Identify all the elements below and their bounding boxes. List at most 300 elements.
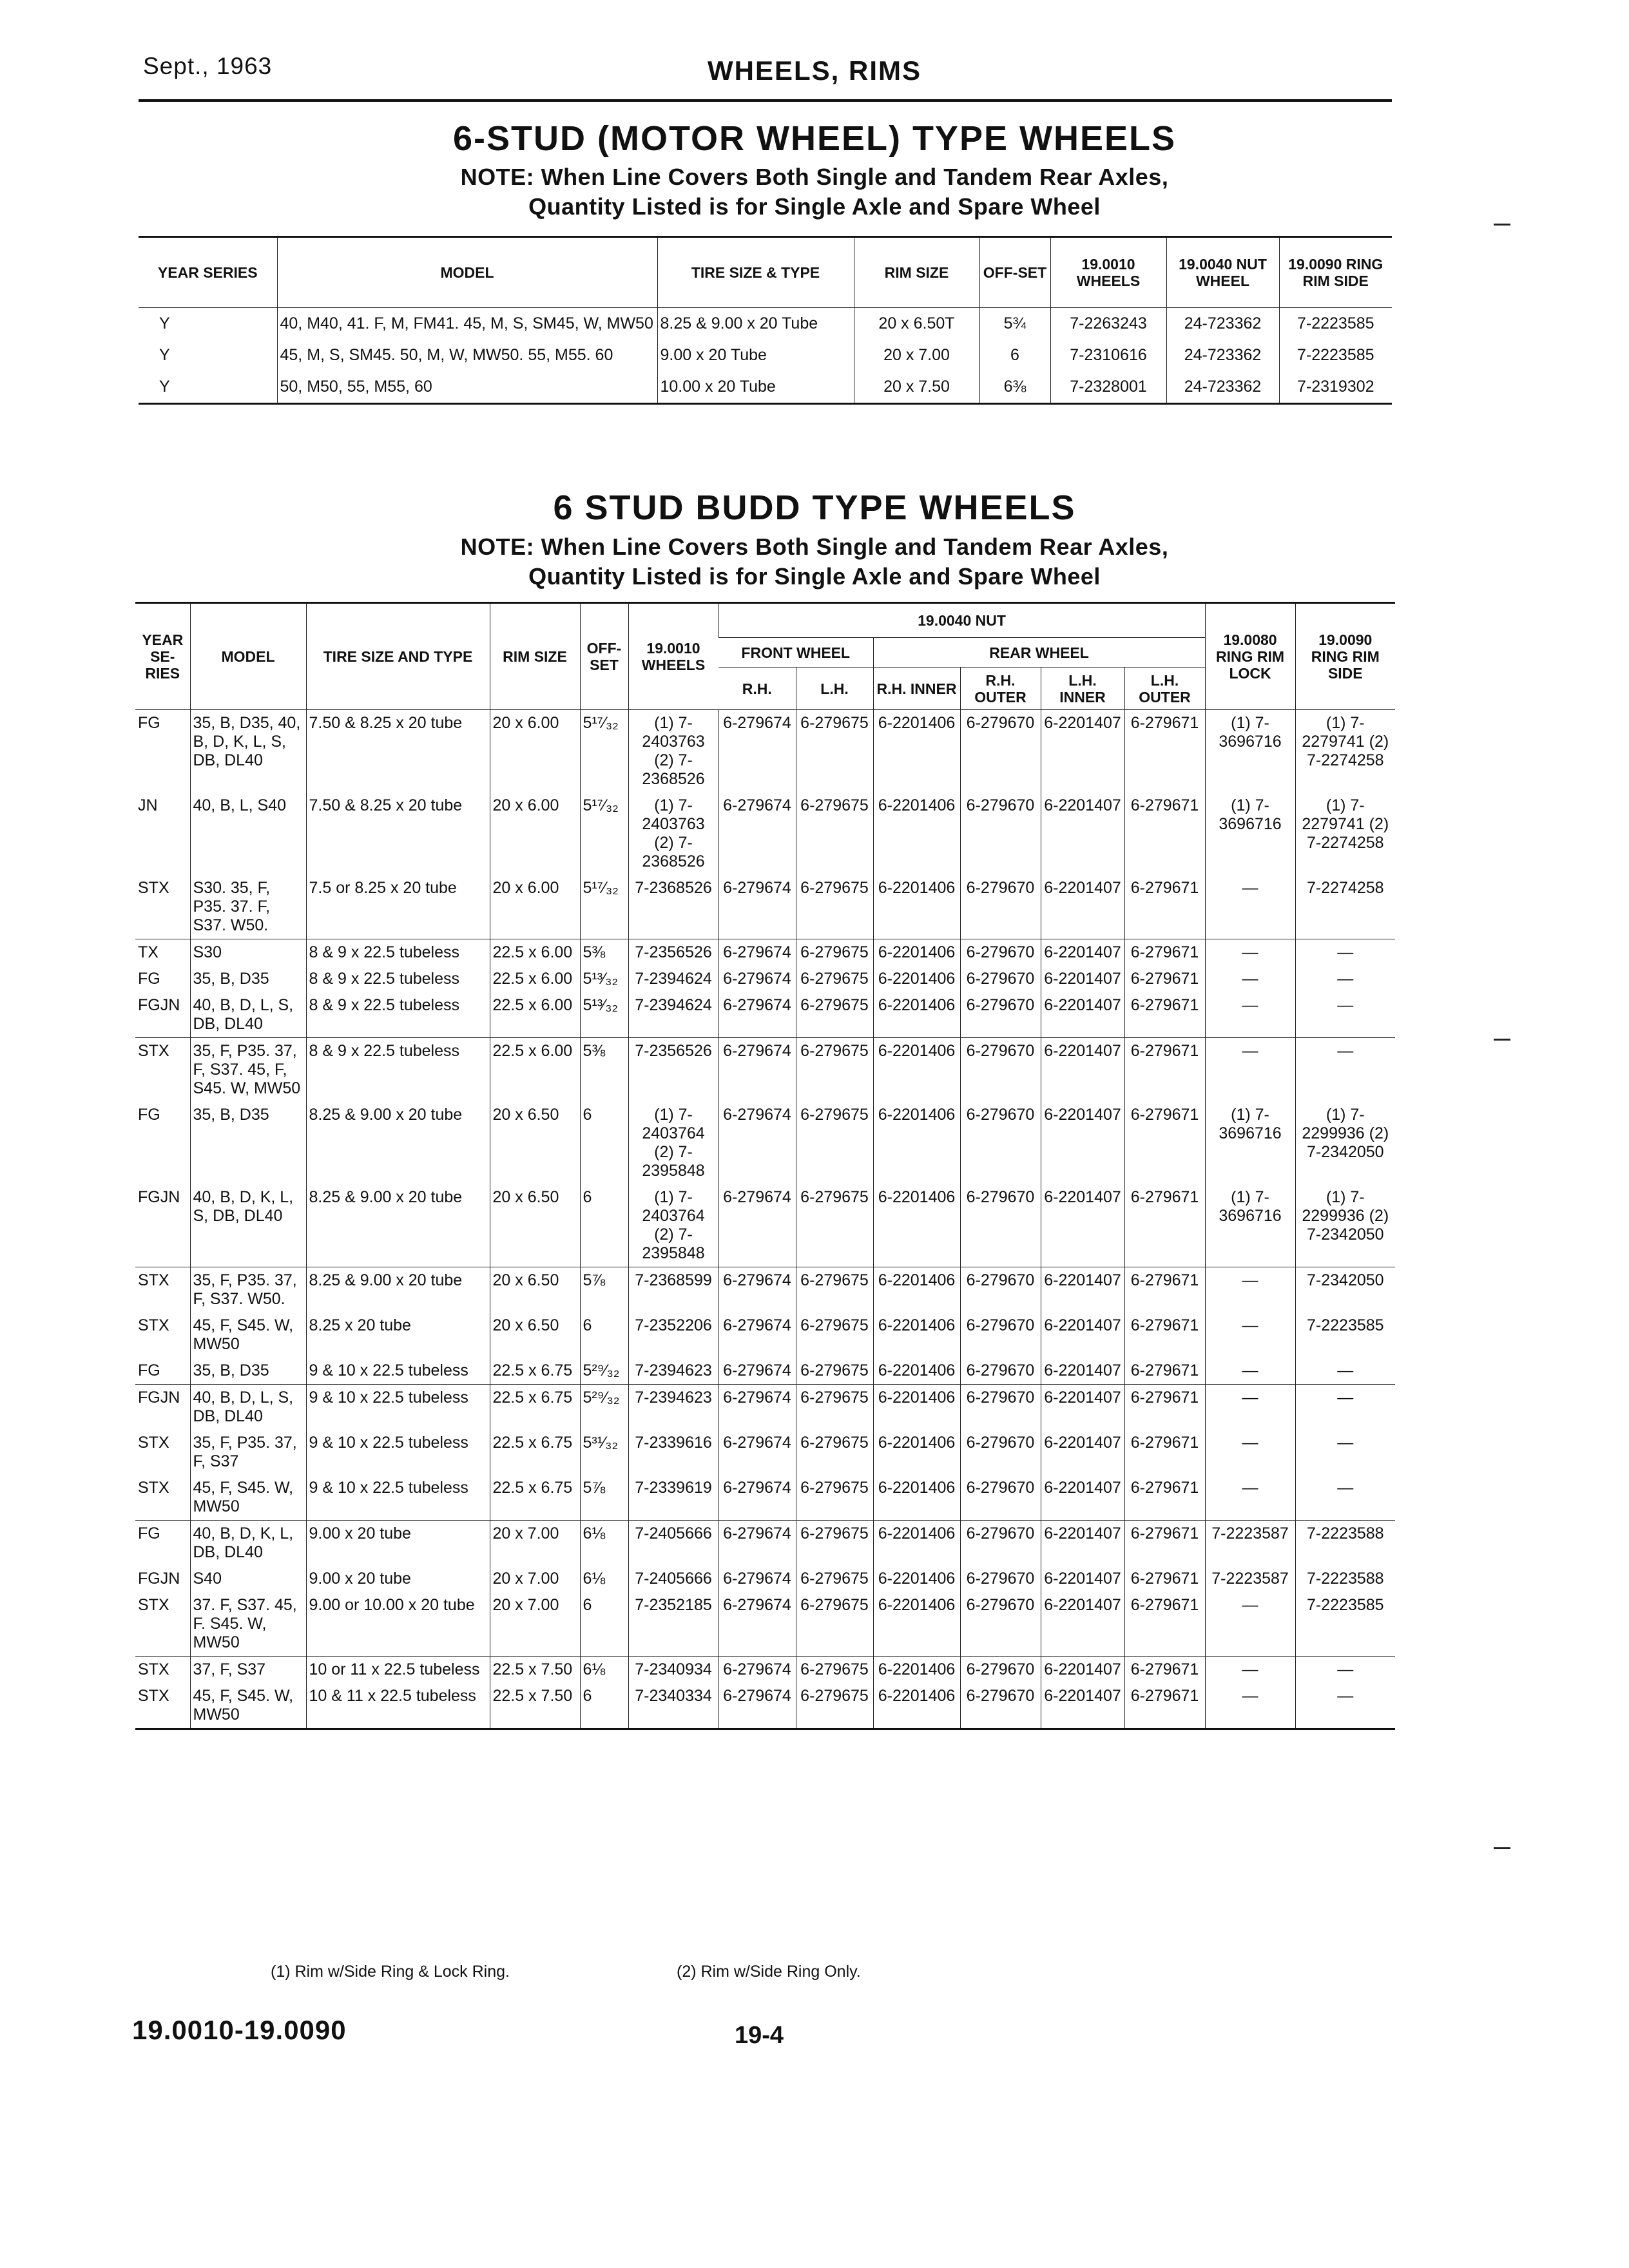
- col-rear-rh-outer: R.H. OUTER: [960, 668, 1041, 710]
- col-group-nut: 19.0040 NUT: [718, 603, 1205, 638]
- front-lh-cell: 6-279675: [796, 1385, 873, 1430]
- nut-part-cell: 24-723362: [1166, 308, 1279, 340]
- rim-cell: 20 x 7.50: [854, 371, 979, 404]
- col-offset: OFF-SET: [580, 603, 628, 710]
- offset-cell: 5¹³⁄₃₂: [580, 966, 628, 992]
- offset-cell: 6: [580, 1102, 628, 1184]
- table-row: [139, 371, 1392, 404]
- col-group-front-wheel: FRONT WHEEL: [718, 638, 873, 668]
- tire-cell: 8.25 & 9.00 x 20 tube: [306, 1267, 490, 1313]
- wheels-part-cell: 7-2339619: [628, 1475, 718, 1521]
- rim-cell: 22.5 x 7.50: [490, 1683, 580, 1729]
- rear-lh-outer-cell: 6-279671: [1124, 793, 1205, 875]
- wheels-part-cell: 7-2394624: [628, 966, 718, 992]
- table2-note-line2: Quantity Listed is for Single Axle and Spare Wheel: [528, 563, 1101, 590]
- table-row: [135, 1267, 1395, 1313]
- year-cell: STX: [138, 879, 169, 897]
- front-rh-cell: 6-279674: [718, 1475, 796, 1521]
- lock-ring-cell: (1) 7-3696716: [1205, 1184, 1295, 1267]
- lock-ring-cell: —: [1205, 1657, 1295, 1684]
- wheels-part-cell: 7-2405666: [628, 1521, 718, 1566]
- tire-cell: 10 & 11 x 22.5 tubeless: [306, 1683, 490, 1729]
- rear-lh-inner-cell: 6-2201407: [1041, 1102, 1124, 1184]
- header-section-title: WHEELS, RIMS: [707, 55, 921, 86]
- rear-lh-outer-cell: 6-279671: [1124, 875, 1205, 939]
- rear-rh-inner-cell: 6-2201406: [873, 1566, 960, 1592]
- lock-ring-cell: —: [1205, 1038, 1295, 1102]
- wheels-part-cell: (1) 7-2403763 (2) 7-2368526: [628, 793, 718, 875]
- col-rear-rh-inner: R.H. INNER: [873, 668, 960, 710]
- footnote-1: (1) Rim w/Side Ring & Lock Ring.: [271, 1963, 510, 1981]
- col-rear-lh-outer: L.H. OUTER: [1124, 668, 1205, 710]
- rear-lh-outer-cell: 6-279671: [1124, 992, 1205, 1038]
- ring-part-cell: 7-2223585: [1279, 308, 1392, 340]
- wheels-part-cell: 7-2328001: [1050, 371, 1166, 404]
- model-cell: 45, M, S, SM45. 50, M, W, MW50. 55, M55. 60: [277, 340, 657, 371]
- side-ring-cell: —: [1295, 1038, 1395, 1102]
- year-cell: FG: [138, 714, 160, 732]
- front-rh-cell: 6-279674: [718, 1430, 796, 1475]
- col-group-rear-wheel: REAR WHEEL: [873, 638, 1205, 668]
- model-cell: S40: [190, 1566, 306, 1592]
- table1-note-line1: NOTE: When Line Covers Both Single and Tandem Rear Axles,: [460, 164, 1169, 190]
- lock-ring-cell: —: [1205, 1475, 1295, 1521]
- year-cell: STX: [138, 1434, 169, 1452]
- lock-ring-cell: (1) 7-3696716: [1205, 1102, 1295, 1184]
- tire-cell: 9 & 10 x 22.5 tubeless: [306, 1475, 490, 1521]
- model-cell: 45, F, S45. W, MW50: [190, 1312, 306, 1358]
- rear-lh-outer-cell: 6-279671: [1124, 1566, 1205, 1592]
- front-lh-cell: 6-279675: [796, 1521, 873, 1566]
- year-cell: Y: [159, 378, 170, 396]
- rear-lh-outer-cell: 6-279671: [1124, 1521, 1205, 1566]
- side-ring-cell: —: [1295, 939, 1395, 966]
- budd-wheel-table: [135, 602, 1395, 1730]
- tire-cell: 7.50 & 8.25 x 20 tube: [306, 710, 490, 793]
- lock-ring-cell: —: [1205, 1683, 1295, 1729]
- tire-cell: 8.25 & 9.00 x 20 tube: [306, 1102, 490, 1184]
- lock-ring-cell: —: [1205, 875, 1295, 939]
- model-cell: 37, F, S37: [190, 1657, 306, 1684]
- wheels-part-cell: 7-2340334: [628, 1683, 718, 1729]
- model-cell: 40, M40, 41. F, M, FM41. 45, M, S, SM45, W, MW50: [277, 308, 657, 340]
- rim-cell: 20 x 7.00: [490, 1566, 580, 1592]
- year-cell: TX: [138, 943, 159, 961]
- rear-rh-outer-cell: 6-279670: [960, 1038, 1041, 1102]
- rear-lh-inner-cell: 6-2201407: [1041, 1385, 1124, 1430]
- model-cell: 40, B, D, K, L, S, DB, DL40: [190, 1184, 306, 1267]
- rear-lh-inner-cell: 6-2201407: [1041, 1267, 1124, 1313]
- table-row: [135, 1312, 1395, 1358]
- rim-cell: 22.5 x 6.00: [490, 939, 580, 966]
- rear-rh-inner-cell: 6-2201406: [873, 992, 960, 1038]
- rear-rh-outer-cell: 6-279670: [960, 992, 1041, 1038]
- rear-rh-inner-cell: 6-2201406: [873, 966, 960, 992]
- rear-rh-outer-cell: 6-279670: [960, 1267, 1041, 1313]
- rear-rh-outer-cell: 6-279670: [960, 1475, 1041, 1521]
- front-lh-cell: 6-279675: [796, 966, 873, 992]
- front-rh-cell: 6-279674: [718, 1312, 796, 1358]
- wheels-part-cell: 7-2352185: [628, 1592, 718, 1657]
- wheels-part-cell: (1) 7-2403763 (2) 7-2368526: [628, 710, 718, 793]
- front-lh-cell: 6-279675: [796, 1038, 873, 1102]
- rear-lh-outer-cell: 6-279671: [1124, 710, 1205, 793]
- side-ring-cell: —: [1295, 1475, 1395, 1521]
- nut-part-cell: 24-723362: [1166, 371, 1279, 404]
- front-rh-cell: 6-279674: [718, 1385, 796, 1430]
- tire-cell: 8.25 x 20 tube: [306, 1312, 490, 1358]
- offset-cell: 5¹⁷⁄₃₂: [580, 710, 628, 793]
- rear-lh-outer-cell: 6-279671: [1124, 1267, 1205, 1313]
- offset-cell: 5⅜: [580, 939, 628, 966]
- offset-cell: 5⅞: [580, 1475, 628, 1521]
- year-cell: STX: [138, 1042, 169, 1060]
- front-lh-cell: 6-279675: [796, 1475, 873, 1521]
- tire-cell: 10.00 x 20 Tube: [657, 371, 854, 404]
- rear-rh-inner-cell: 6-2201406: [873, 1385, 960, 1430]
- year-cell: FGJN: [138, 1188, 180, 1206]
- side-ring-cell: 7-2274258: [1295, 875, 1395, 939]
- side-ring-cell: 7-2223585: [1295, 1312, 1395, 1358]
- rear-lh-inner-cell: 6-2201407: [1041, 1592, 1124, 1657]
- rim-cell: 22.5 x 6.75: [490, 1385, 580, 1430]
- model-cell: 40, B, L, S40: [190, 793, 306, 875]
- front-lh-cell: 6-279675: [796, 1184, 873, 1267]
- offset-cell: 5¾: [979, 308, 1050, 340]
- wheels-part-cell: 7-2394623: [628, 1358, 718, 1385]
- year-cell: STX: [138, 1660, 169, 1678]
- col-rear-lh-inner: L.H. INNER: [1041, 668, 1124, 710]
- front-lh-cell: 6-279675: [796, 793, 873, 875]
- tire-cell: 8 & 9 x 22.5 tubeless: [306, 939, 490, 966]
- tire-cell: 7.50 & 8.25 x 20 tube: [306, 793, 490, 875]
- tire-cell: 8 & 9 x 22.5 tubeless: [306, 966, 490, 992]
- rear-rh-inner-cell: 6-2201406: [873, 793, 960, 875]
- table-row: [135, 1592, 1395, 1657]
- rim-cell: 20 x 7.00: [490, 1521, 580, 1566]
- table-row: [135, 1038, 1395, 1102]
- rear-rh-inner-cell: 6-2201406: [873, 1683, 960, 1729]
- lock-ring-cell: (1) 7-3696716: [1205, 793, 1295, 875]
- rear-rh-inner-cell: 6-2201406: [873, 875, 960, 939]
- side-ring-cell: (1) 7-2279741 (2) 7-2274258: [1295, 710, 1395, 793]
- row-group: [135, 1038, 1395, 1267]
- front-lh-cell: 6-279675: [796, 1312, 873, 1358]
- tire-cell: 8 & 9 x 22.5 tubeless: [306, 1038, 490, 1102]
- year-cell: FG: [138, 1524, 160, 1542]
- row-group: [135, 939, 1395, 1038]
- tire-cell: 9 & 10 x 22.5 tubeless: [306, 1430, 490, 1475]
- rear-lh-inner-cell: 6-2201407: [1041, 992, 1124, 1038]
- year-cell: STX: [138, 1316, 169, 1334]
- model-cell: 37. F, S37. 45, F. S45. W, MW50: [190, 1592, 306, 1657]
- wheels-part-cell: (1) 7-2403764 (2) 7-2395848: [628, 1184, 718, 1267]
- col-ring-rim-lock: 19.0080 RING RIM LOCK: [1205, 603, 1295, 710]
- rim-cell: 20 x 6.50: [490, 1184, 580, 1267]
- front-lh-cell: 6-279675: [796, 939, 873, 966]
- table-row: [135, 1184, 1395, 1267]
- rear-lh-outer-cell: 6-279671: [1124, 1312, 1205, 1358]
- year-cell: STX: [138, 1271, 169, 1289]
- rim-cell: 22.5 x 6.00: [490, 1038, 580, 1102]
- model-cell: 40, B, D, L, S, DB, DL40: [190, 992, 306, 1038]
- year-cell: FGJN: [138, 1570, 180, 1588]
- offset-cell: 6⅛: [580, 1521, 628, 1566]
- rear-lh-outer-cell: 6-279671: [1124, 1592, 1205, 1657]
- front-rh-cell: 6-279674: [718, 966, 796, 992]
- front-lh-cell: 6-279675: [796, 1430, 873, 1475]
- rear-rh-outer-cell: 6-279670: [960, 1592, 1041, 1657]
- motor-wheel-table: [139, 236, 1392, 405]
- table1-note-line2: Quantity Listed is for Single Axle and Spare Wheel: [528, 193, 1101, 220]
- rim-cell: 20 x 6.50T: [854, 308, 979, 340]
- lock-ring-cell: 7-2223587: [1205, 1566, 1295, 1592]
- row-group: [135, 710, 1395, 939]
- wheels-part-cell: 7-2405666: [628, 1566, 718, 1592]
- rim-cell: 22.5 x 6.00: [490, 966, 580, 992]
- table-row: [135, 793, 1395, 875]
- tire-cell: 8.25 & 9.00 x 20 Tube: [657, 308, 854, 340]
- rear-rh-outer-cell: 6-279670: [960, 793, 1041, 875]
- offset-cell: 6: [580, 1312, 628, 1358]
- lock-ring-cell: —: [1205, 1267, 1295, 1313]
- rear-rh-inner-cell: 6-2201406: [873, 1358, 960, 1385]
- rim-cell: 20 x 6.00: [490, 793, 580, 875]
- front-lh-cell: 6-279675: [796, 1358, 873, 1385]
- tire-cell: 9.00 x 20 tube: [306, 1521, 490, 1566]
- margin-tick-mark: [1494, 224, 1510, 226]
- tire-cell: 10 or 11 x 22.5 tubeless: [306, 1657, 490, 1684]
- rear-rh-outer-cell: 6-279670: [960, 1657, 1041, 1684]
- rim-cell: 20 x 6.50: [490, 1312, 580, 1358]
- front-rh-cell: 6-279674: [718, 1184, 796, 1267]
- front-lh-cell: 6-279675: [796, 710, 873, 793]
- wheels-part-cell: 7-2263243: [1050, 308, 1166, 340]
- lock-ring-cell: —: [1205, 1592, 1295, 1657]
- rear-lh-inner-cell: 6-2201407: [1041, 1430, 1124, 1475]
- offset-cell: 6⅜: [979, 371, 1050, 404]
- rear-rh-inner-cell: 6-2201406: [873, 1312, 960, 1358]
- offset-cell: 6⅛: [580, 1657, 628, 1684]
- side-ring-cell: (1) 7-2279741 (2) 7-2274258: [1295, 793, 1395, 875]
- rear-lh-outer-cell: 6-279671: [1124, 1385, 1205, 1430]
- front-rh-cell: 6-279674: [718, 793, 796, 875]
- table-row: [135, 966, 1395, 992]
- wheels-part-cell: 7-2356526: [628, 939, 718, 966]
- lock-ring-cell: —: [1205, 992, 1295, 1038]
- side-ring-cell: (1) 7-2299936 (2) 7-2342050: [1295, 1184, 1395, 1267]
- offset-cell: 5³¹⁄₃₂: [580, 1430, 628, 1475]
- year-cell: FG: [138, 970, 160, 988]
- table-row: [135, 939, 1395, 966]
- front-rh-cell: 6-279674: [718, 1683, 796, 1729]
- wheels-part-cell: 7-2368526: [628, 875, 718, 939]
- rim-cell: 22.5 x 6.75: [490, 1430, 580, 1475]
- rear-lh-inner-cell: 6-2201407: [1041, 1312, 1124, 1358]
- lock-ring-cell: —: [1205, 1358, 1295, 1385]
- wheels-part-cell: (1) 7-2403764 (2) 7-2395848: [628, 1102, 718, 1184]
- table2-note-line1: NOTE: When Line Covers Both Single and Tandem Rear Axles,: [460, 533, 1169, 560]
- wheels-part-cell: 7-2310616: [1050, 340, 1166, 371]
- rear-lh-inner-cell: 6-2201407: [1041, 1657, 1124, 1684]
- tire-cell: 9 & 10 x 22.5 tubeless: [306, 1358, 490, 1385]
- table-row: [135, 1657, 1395, 1684]
- footer-page-number: 19-4: [735, 2022, 784, 2049]
- model-cell: S30: [190, 939, 306, 966]
- wheels-part-cell: 7-2394623: [628, 1385, 718, 1430]
- table2-title: 6 STUD BUDD TYPE WHEELS: [553, 488, 1076, 527]
- wheels-part-cell: 7-2368599: [628, 1267, 718, 1313]
- rear-lh-inner-cell: 6-2201407: [1041, 966, 1124, 992]
- wheels-part-cell: 7-2394624: [628, 992, 718, 1038]
- rear-rh-outer-cell: 6-279670: [960, 1430, 1041, 1475]
- model-cell: 35, B, D35: [190, 1102, 306, 1184]
- wheels-part-cell: 7-2339616: [628, 1430, 718, 1475]
- row-group: [135, 1521, 1395, 1657]
- rim-cell: 20 x 7.00: [854, 340, 979, 371]
- rear-rh-outer-cell: 6-279670: [960, 966, 1041, 992]
- front-rh-cell: 6-279674: [718, 939, 796, 966]
- offset-cell: 6: [979, 340, 1050, 371]
- col-rim-size: RIM SIZE: [854, 237, 979, 308]
- side-ring-cell: —: [1295, 1430, 1395, 1475]
- wheels-part-cell: 7-2352206: [628, 1312, 718, 1358]
- rear-rh-outer-cell: 6-279670: [960, 1184, 1041, 1267]
- col-offset: OFF-SET: [979, 237, 1050, 308]
- table-row: [135, 1385, 1395, 1430]
- front-rh-cell: 6-279674: [718, 875, 796, 939]
- table-row: [139, 308, 1392, 340]
- front-rh-cell: 6-279674: [718, 1267, 796, 1313]
- rear-lh-inner-cell: 6-2201407: [1041, 1566, 1124, 1592]
- rear-rh-outer-cell: 6-279670: [960, 1521, 1041, 1566]
- table-row: [135, 1102, 1395, 1184]
- rim-cell: 20 x 6.50: [490, 1102, 580, 1184]
- year-cell: STX: [138, 1596, 169, 1614]
- year-cell: Y: [159, 346, 170, 364]
- margin-tick-mark: [1494, 1847, 1510, 1849]
- rear-rh-outer-cell: 6-279670: [960, 875, 1041, 939]
- tire-cell: 9.00 x 20 Tube: [657, 340, 854, 371]
- table-row: [135, 875, 1395, 939]
- model-cell: 40, B, D, K, L, DB, DL40: [190, 1521, 306, 1566]
- rim-cell: 20 x 7.00: [490, 1592, 580, 1657]
- header-rule: [139, 99, 1392, 102]
- front-rh-cell: 6-279674: [718, 1521, 796, 1566]
- rear-rh-inner-cell: 6-2201406: [873, 939, 960, 966]
- front-lh-cell: 6-279675: [796, 1657, 873, 1684]
- tire-cell: 8.25 & 9.00 x 20 tube: [306, 1184, 490, 1267]
- lock-ring-cell: (1) 7-3696716: [1205, 710, 1295, 793]
- wheels-part-cell: 7-2356526: [628, 1038, 718, 1102]
- rear-rh-inner-cell: 6-2201406: [873, 710, 960, 793]
- rim-cell: 20 x 6.50: [490, 1267, 580, 1313]
- rear-lh-inner-cell: 6-2201407: [1041, 1358, 1124, 1385]
- rear-rh-inner-cell: 6-2201406: [873, 1267, 960, 1313]
- offset-cell: 5²⁹⁄₃₂: [580, 1358, 628, 1385]
- col-tire-size: TIRE SIZE AND TYPE: [306, 603, 490, 710]
- col-year-series: YEAR SE-RIES: [135, 603, 190, 710]
- col-year-series: YEAR SERIES: [139, 237, 277, 308]
- offset-cell: 6⅛: [580, 1566, 628, 1592]
- model-cell: 45, F, S45. W, MW50: [190, 1475, 306, 1521]
- table-row: [135, 1430, 1395, 1475]
- model-cell: 45, F, S45. W, MW50: [190, 1683, 306, 1729]
- front-lh-cell: 6-279675: [796, 1267, 873, 1313]
- rear-lh-outer-cell: 6-279671: [1124, 966, 1205, 992]
- model-cell: 35, F, P35. 37, F, S37: [190, 1430, 306, 1475]
- front-rh-cell: 6-279674: [718, 1038, 796, 1102]
- rear-rh-outer-cell: 6-279670: [960, 1358, 1041, 1385]
- model-cell: 35, F, P35. 37, F, S37. W50.: [190, 1267, 306, 1313]
- rear-lh-outer-cell: 6-279671: [1124, 939, 1205, 966]
- lock-ring-cell: —: [1205, 1430, 1295, 1475]
- rear-rh-outer-cell: 6-279670: [960, 1385, 1041, 1430]
- lock-ring-cell: —: [1205, 966, 1295, 992]
- rear-rh-outer-cell: 6-279670: [960, 939, 1041, 966]
- rear-lh-outer-cell: 6-279671: [1124, 1657, 1205, 1684]
- rear-rh-inner-cell: 6-2201406: [873, 1592, 960, 1657]
- col-nut-wheel: 19.0040 NUT WHEEL: [1166, 237, 1279, 308]
- table1-title: 6-STUD (MOTOR WHEEL) TYPE WHEELS: [452, 119, 1176, 158]
- ring-part-cell: 7-2319302: [1279, 371, 1392, 404]
- rear-rh-outer-cell: 6-279670: [960, 710, 1041, 793]
- side-ring-cell: —: [1295, 966, 1395, 992]
- front-lh-cell: 6-279675: [796, 1102, 873, 1184]
- footer-section-code: 19.0010-19.0090: [132, 2015, 347, 2045]
- col-wheels: 19.0010 WHEELS: [628, 603, 718, 710]
- rear-rh-outer-cell: 6-279670: [960, 1566, 1041, 1592]
- front-rh-cell: 6-279674: [718, 1592, 796, 1657]
- rear-rh-inner-cell: 6-2201406: [873, 1184, 960, 1267]
- year-cell: STX: [138, 1687, 169, 1705]
- rear-lh-inner-cell: 6-2201407: [1041, 1475, 1124, 1521]
- front-lh-cell: 6-279675: [796, 875, 873, 939]
- front-rh-cell: 6-279674: [718, 710, 796, 793]
- col-wheels: 19.0010 WHEELS: [1050, 237, 1166, 308]
- front-lh-cell: 6-279675: [796, 1683, 873, 1729]
- model-cell: 40, B, D, L, S, DB, DL40: [190, 1385, 306, 1430]
- front-lh-cell: 6-279675: [796, 1592, 873, 1657]
- row-group: [135, 1385, 1395, 1521]
- rear-lh-outer-cell: 6-279671: [1124, 1184, 1205, 1267]
- rear-lh-inner-cell: 6-2201407: [1041, 1038, 1124, 1102]
- table2-note: [0, 532, 1629, 591]
- rim-cell: 22.5 x 6.75: [490, 1475, 580, 1521]
- tire-cell: 9.00 x 20 tube: [306, 1566, 490, 1592]
- rear-rh-inner-cell: 6-2201406: [873, 1475, 960, 1521]
- rear-lh-inner-cell: 6-2201407: [1041, 710, 1124, 793]
- table-row: [135, 992, 1395, 1038]
- table-row: [135, 1475, 1395, 1521]
- rim-cell: 20 x 6.00: [490, 710, 580, 793]
- offset-cell: 5¹⁷⁄₃₂: [580, 875, 628, 939]
- side-ring-cell: 7-2223588: [1295, 1566, 1395, 1592]
- wheels-part-cell: 7-2340934: [628, 1657, 718, 1684]
- col-tire-size: TIRE SIZE & TYPE: [657, 237, 854, 308]
- side-ring-cell: (1) 7-2299936 (2) 7-2342050: [1295, 1102, 1395, 1184]
- model-cell: S30. 35, F, P35. 37. F, S37. W50.: [190, 875, 306, 939]
- rear-lh-inner-cell: 6-2201407: [1041, 1683, 1124, 1729]
- tire-cell: 9 & 10 x 22.5 tubeless: [306, 1385, 490, 1430]
- rear-rh-outer-cell: 6-279670: [960, 1312, 1041, 1358]
- rear-rh-inner-cell: 6-2201406: [873, 1430, 960, 1475]
- lock-ring-cell: —: [1205, 1385, 1295, 1430]
- side-ring-cell: —: [1295, 992, 1395, 1038]
- table-row: [139, 340, 1392, 371]
- tire-cell: 9.00 or 10.00 x 20 tube: [306, 1592, 490, 1657]
- tire-cell: 8 & 9 x 22.5 tubeless: [306, 992, 490, 1038]
